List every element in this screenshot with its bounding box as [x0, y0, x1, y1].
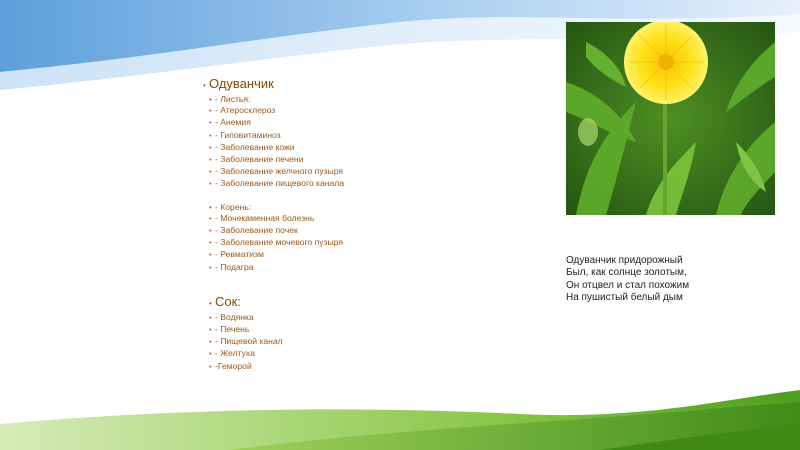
- list-item: • - Заболевание кожи: [203, 142, 523, 154]
- list-item: • - Атеросклероз: [203, 105, 523, 117]
- list-item: • - Ревматизм: [203, 249, 523, 261]
- list-item: • - Мочекаменная болезнь: [203, 213, 523, 225]
- bullet-icon: •: [209, 157, 212, 165]
- bullet-icon: •: [209, 252, 212, 260]
- bullet-icon: •: [209, 202, 212, 212]
- bullet-icon: •: [209, 132, 212, 140]
- bullet-icon: •: [209, 228, 212, 236]
- list-item: • - Водянка: [203, 312, 523, 324]
- juice-section-label: • Сок:: [203, 294, 523, 312]
- bullet-icon: •: [209, 351, 212, 359]
- list-item: • - Заболевание печени: [203, 154, 523, 166]
- bullet-icon: •: [209, 240, 212, 248]
- bullet-icon: •: [209, 169, 212, 177]
- bullet-icon: •: [209, 298, 212, 308]
- list-item: • - Заболевание желчного пузыря: [203, 166, 523, 178]
- bullet-icon: •: [209, 181, 212, 189]
- bullet-icon: •: [209, 339, 212, 347]
- bullet-icon: •: [209, 314, 212, 322]
- list-item: • - Заболевание мочевого пузыря: [203, 237, 523, 249]
- bullet-icon: •: [203, 81, 206, 90]
- list-item: • - Пищевой канал: [203, 336, 523, 348]
- bullet-icon: •: [209, 327, 212, 335]
- bullet-icon: •: [209, 144, 212, 152]
- root-section-label: • - Корень:: [209, 201, 252, 212]
- list-item: • - Печень: [203, 324, 523, 336]
- poem: [566, 255, 786, 305]
- remedies-list: [203, 76, 523, 373]
- list-item: • - Анемия: [203, 117, 523, 129]
- bullet-icon: •: [209, 95, 212, 104]
- leaves-section-label: • - Листья:: [209, 94, 251, 104]
- slide-title: • Одуванчик: [203, 76, 523, 94]
- poem-line: Одуванчик придорожный: [566, 255, 683, 266]
- poem-line: На пушистый белый дым: [566, 292, 683, 304]
- bullet-icon: •: [209, 108, 212, 116]
- list-item: • - Желтуха: [203, 348, 523, 360]
- bullet-icon: •: [209, 120, 212, 128]
- bullet-icon: •: [209, 215, 212, 223]
- poem-line: Был, как солнце золотым,: [566, 267, 687, 279]
- dandelion-photo: [566, 22, 775, 215]
- list-item: • - Заболевание пищевого канала: [203, 178, 523, 190]
- list-item: • - Подагра: [203, 262, 523, 274]
- list-item: • - Заболевание почек: [203, 225, 523, 237]
- grass-wave-decoration: [0, 390, 800, 450]
- list-item: • - Гиповитаминоз: [203, 130, 523, 142]
- bullet-icon: •: [209, 264, 212, 272]
- bullet-icon: •: [209, 363, 212, 371]
- list-item: • -Геморой: [203, 361, 523, 373]
- poem-line: Он отцвел и стал похожим: [566, 279, 690, 291]
